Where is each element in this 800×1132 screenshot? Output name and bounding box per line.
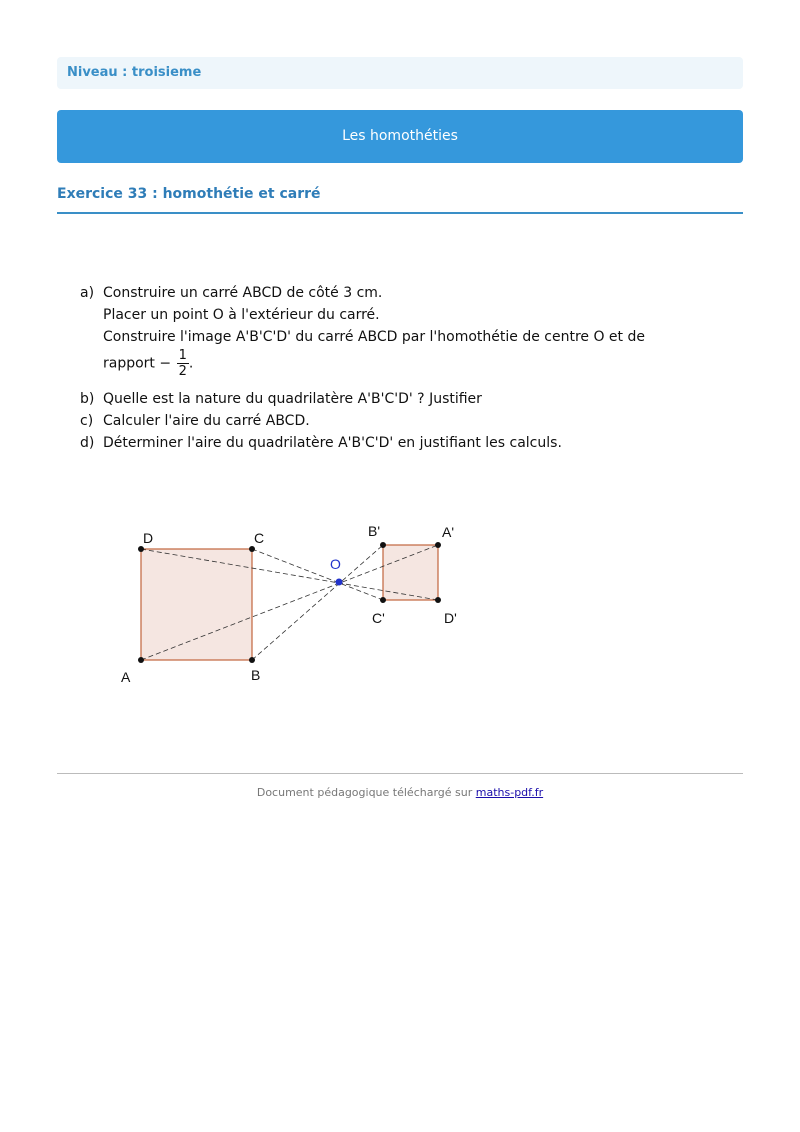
square-abcd	[141, 549, 252, 660]
point-a-prime	[435, 542, 441, 548]
label-d: D	[143, 530, 154, 546]
question-a-line-1	[80, 282, 720, 304]
point-b	[249, 657, 255, 663]
footer	[57, 786, 743, 799]
question-text: Quelle est la nature du quadrilatère A'B'C'D' ? Justifier	[103, 391, 482, 407]
label-b-prime: B'	[368, 523, 381, 539]
question-letter: b)	[80, 391, 95, 407]
ratio-denominator: 2	[178, 364, 187, 379]
question-text: Construire un carré ABCD de côté 3 cm.	[103, 285, 383, 301]
center-point-o	[336, 579, 343, 586]
point-b-prime	[380, 542, 386, 548]
label-c: C	[254, 530, 265, 546]
question-a-ratio-line	[80, 348, 720, 388]
ratio-numerator: 1	[178, 348, 187, 363]
exercise-statement	[80, 282, 720, 454]
label-c-prime: C'	[372, 610, 385, 626]
question-letter: d)	[80, 435, 95, 451]
question-d	[80, 432, 720, 454]
point-c-prime	[380, 597, 386, 603]
label-a: A	[121, 669, 131, 685]
square-image	[383, 545, 438, 600]
question-letter: c)	[80, 413, 94, 429]
label-a-prime: A'	[442, 524, 455, 540]
footer-text: Document pédagogique téléchargé sur	[256, 786, 476, 799]
construction-line-b	[252, 545, 383, 660]
ratio-expression	[103, 348, 193, 379]
point-d	[138, 546, 144, 552]
construction-line-c	[252, 549, 383, 600]
question-text: Déterminer l'aire du quadrilatère A'B'C'D' en justifiant les calculs.	[103, 435, 562, 451]
footer-divider	[57, 773, 743, 774]
question-b	[80, 388, 720, 410]
question-c	[80, 410, 720, 432]
ratio-suffix: .	[188, 355, 194, 372]
question-a-line-3	[80, 326, 720, 348]
level-label: Niveau : troisieme	[67, 65, 202, 80]
label-b: B	[251, 667, 261, 683]
question-text: Construire l'image A'B'C'D' du carré ABCD par l'homothétie de centre O et de	[103, 329, 645, 345]
homothety-figure	[110, 515, 470, 690]
exercise-heading: Exercice 33 : homothétie et carré	[57, 186, 743, 214]
point-c	[249, 546, 255, 552]
question-text: Calculer l'aire du carré ABCD.	[103, 413, 310, 429]
chapter-title: Les homothéties	[342, 128, 458, 144]
point-a	[138, 657, 144, 663]
point-d-prime	[435, 597, 441, 603]
chapter-title-banner	[57, 110, 743, 163]
label-o: O	[330, 556, 341, 572]
level-banner	[57, 57, 743, 89]
footer-link[interactable]: maths-pdf.fr	[475, 786, 544, 799]
label-d-prime: D'	[444, 610, 457, 626]
question-letter: a)	[80, 285, 95, 301]
question-a-line-2	[80, 304, 720, 326]
ratio-prefix: rapport −	[103, 355, 172, 372]
ratio-fraction	[177, 348, 189, 379]
question-text: Placer un point O à l'extérieur du carré.	[103, 307, 380, 323]
